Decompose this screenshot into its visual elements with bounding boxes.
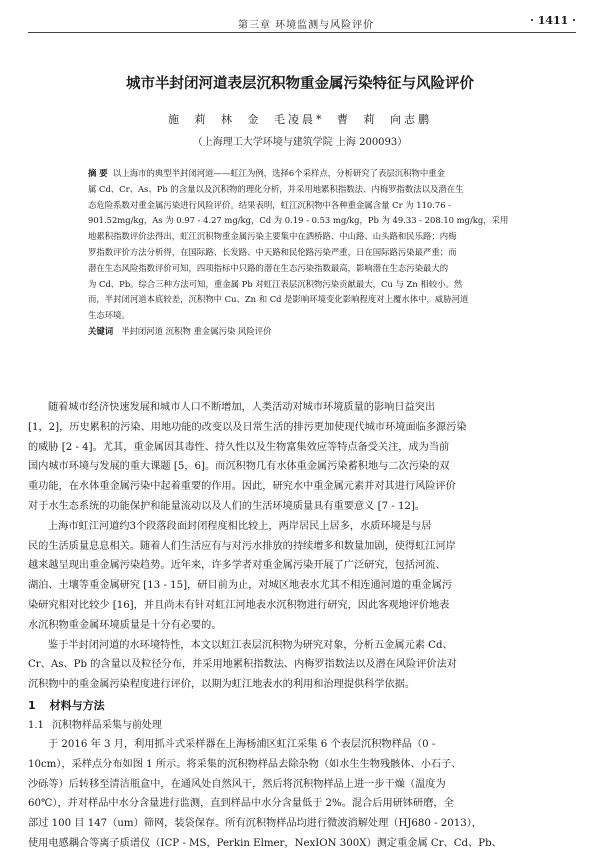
abstract-line: 态危险系数对重金属污染进行风险评价。结果表明，虹江沉积物中各种重金属含量 Cr 为 110.76 -	[88, 199, 452, 210]
body-line: 于 2016 年 3 月，利用抓斗式采样器在上海杨浦区虹江采集 6 个表层沉积物样品（0 -	[48, 738, 436, 750]
subsection-heading	[28, 717, 574, 735]
body-line: 民的生活质量息息相关。随着人们生活应有与对污水排放的持续增多和数量加剧，使得虹江河岸	[28, 540, 456, 552]
abstract-block	[88, 166, 536, 340]
abstract-text: 以上海市的典型半封闭河道——虹江为例，选择6个采样点，分析研究了表层沉积物中重金	[113, 168, 445, 178]
abstract-line: 生态环境。	[88, 310, 130, 321]
body-line: 上海市虹江河道约3个段落段面封闭程度相比较上，两岸居民上居多，水质环境是与居	[48, 520, 432, 532]
body-line: 沙砾等）后转移至清洁瓶盒中，在通风处自然风干，然后将沉积物样品上进一步干燥（温度为	[28, 778, 446, 790]
body-line: 湖泊、土壤等重金属研究 [13 - 15]，研目前为止，对城区地表水尤其不相连通河道的重金属污	[28, 580, 452, 592]
abstract-line: 901.52mg/kg，As 为 0.97 - 4.27 mg/kg，Cd 为 0.19 - 0.53 mg/kg，Pb 为 49.33 - 208.10 mg/kg，采用	[88, 215, 509, 226]
body-line: 60℃），并对样品中水分含量进行监测，直到样品中水分含量低于 2%。混合后用研钵研磨，全	[28, 798, 454, 810]
body-line: 鉴于半封闭河道的水环境特性，本文以虹江表层沉积物为研究对象，分析五金属元素 Cd、	[48, 639, 453, 651]
body-line: 的威胁 [2 - 4]。尤其，重金属因其毒性、持久性以及生物富集效应等特点备受关注，成为当前	[28, 441, 450, 453]
body-line: 随着城市经济快速发展和城市人口不断增加，人类活动对城市环境质量的影响日益突出	[48, 402, 436, 413]
abstract-line: 罗指数评价方法分析得，在国际路、长发路、中天路和民伦路污染严重，日在国际路污染最严重；而	[88, 246, 457, 257]
page-number: · 1411 ·	[530, 14, 576, 27]
abstract-line: 而，半封闭河道本底较差，沉积物中 Cu、Zn 和 Cd 是影响环境变化影响程度对上覆水体中，威胁河道	[88, 294, 469, 305]
author-affiliation: （上海理工大学环境与建筑学院 上海 200093）	[192, 137, 408, 148]
author-list: 施 莉 林 金 毛凌晨* 曹 莉 向志鹏	[168, 113, 432, 126]
body-line: 越来越呈现出重金属污染趋势。近年来，许多学者对重金属污染开展了广泛研究，包括河流、	[28, 560, 446, 572]
section-title: 材料与方法	[49, 698, 105, 712]
body-line: Cr、As、Pb 的含量以及粒径分布，并采用地累积指数法、内梅罗指数法以及潜在风险评价法对	[28, 659, 457, 671]
body-line: 10cm），采样点分布如图 1 所示。将采集的沉积物样品去除杂物（如水生生物残骸体、小石子、	[28, 758, 462, 770]
body-line: 水沉积物重金属环境质量是十分有必要的。	[28, 619, 222, 631]
body-line: 沉积物中的重金属污染程度进行评价，以期为虹江地表水的利用和治理提供科学依据。	[28, 679, 416, 691]
keywords-label: 关键词	[88, 325, 114, 336]
paper-title: 城市半封闭河道表层沉积物重金属污染特征与风险评价	[126, 76, 474, 92]
abstract-line: 地累积指数评价法得出，虹江沉积物重金属污染主要集中在洒桥路、中山路、山头路和民乐路；内梅	[88, 231, 457, 242]
abstract-line: 属 Cd、Cr、As、Pb 的含量以及沉积物的理化分析，并采用地累积指数法、内梅罗指数法以及潜在生	[88, 183, 464, 194]
body-line: 重功能，在水体重金属污染中起着重要的作用。因此，研究水中重金属元素并对其进行风险评价	[28, 481, 456, 493]
keywords-text: 半封闭河道 沉积物 重金属污染 风险评价	[121, 325, 272, 336]
section-number: 1	[28, 698, 36, 712]
subsection-number: 1.1	[28, 719, 44, 731]
chapter-title: 第三章 环境监测与风险评价	[238, 20, 375, 31]
body-line: [1，2]，历史累积的污染、用地功能的改变以及日常生活的排污更加使现代城市环境面临多源污染	[28, 421, 467, 433]
section-heading	[28, 695, 574, 717]
subsection-title: 沉积物样品采集与前处理	[51, 719, 162, 731]
body-line: 部过 100 目 147（um）筛网，装袋保存。所有沉积物样品均进行微波消解处理（HJ680 - 2013），	[28, 818, 482, 830]
abstract-label: 摘 要	[88, 168, 108, 178]
abstract-line	[88, 166, 536, 182]
body-line: 染研究相对比较少 [16]，并且尚未有针对虹江河地表水沉积物进行研究，因此客观地评价地表	[28, 599, 450, 611]
body-line: 国内城市环境与发展的重大课题 [5，6]。而沉积物几有水体重金属污染蓄积地与二次污染的双	[28, 461, 450, 473]
body-text	[28, 398, 574, 854]
keywords-line	[88, 324, 536, 340]
abstract-line: 潜在生态风险指数评价可知，四项指标中只路的潜在生态污染指数最高，影响潜在生态污染最大的	[88, 262, 449, 273]
running-header	[28, 14, 576, 33]
abstract-line: 为 Cd、Pb。综合三种方法可知，重金属 Pb 对虹江表层沉积物污染贡献最大，Cu 与 Zn 相较小。然	[88, 278, 463, 289]
body-line: 对于水生态系统的功能保护和能量流动以及人们的生活环境质量具有重要意义 [7 - 12]。	[28, 500, 426, 512]
body-line: 使用电感耦合等离子质谱仪（ICP - MS，Perkin Elmer，NexION 300X）测定重金属 Cr、Cd、Pb、	[28, 837, 502, 849]
